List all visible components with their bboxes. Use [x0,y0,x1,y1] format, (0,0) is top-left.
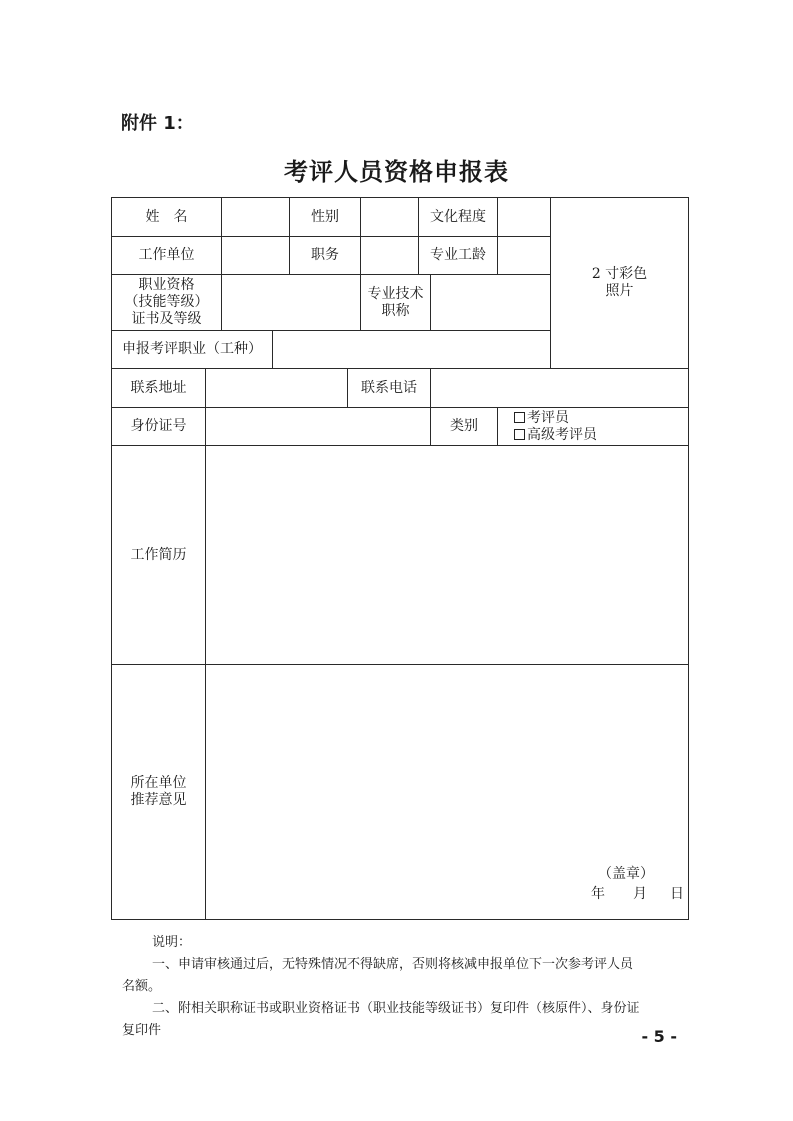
note-item-2: 二、附相关职称证书或职业资格证书（职业技能等级证书）复印件（核原件）、身份证 [152,1001,640,1016]
checkbox-icon[interactable] [514,412,525,423]
notes-section [122,932,640,1042]
tech-title-label: 专业技术 职称 [367,285,424,319]
resume-label: 工作简历 [130,546,187,563]
attachment-label: 附件 1： [121,113,194,134]
seniority-label: 专业工龄 [430,247,486,263]
category-option-senior-examiner[interactable]: 高级考评员 [514,427,597,443]
qualification-field[interactable] [222,275,360,330]
border-bottom [111,919,689,920]
date-month-label: 月 [633,886,647,902]
id-number-field[interactable] [206,408,430,445]
gender-field[interactable] [361,198,418,236]
seniority-field[interactable] [498,237,550,274]
recommendation-label: 所在单位 推荐意见 [130,775,187,808]
note-item-2-cont: 复印件 [122,1023,162,1038]
position-field[interactable] [361,237,418,274]
photo-box[interactable]: 2 寸彩色 照片 [591,266,648,299]
note-item-1-cont: 名额。 [122,979,162,994]
id-number-label: 身份证号 [130,418,187,434]
qualification-label: 职业资格 （技能等级） 证书及等级 [124,277,209,327]
category-option-examiner[interactable]: 考评员 [514,410,569,426]
tech-title-field[interactable] [431,275,550,330]
form-title: 考评人员资格申报表 [284,158,509,186]
note-item-1: 一、申请审核通过后，无特殊情况不得缺席，否则将核减申报单位下一次参考评人员 [152,957,634,972]
gender-label: 性别 [311,208,339,225]
resume-field[interactable] [206,446,688,664]
education-field[interactable] [498,198,550,236]
name-label: 姓 名 [145,208,188,225]
border-right [688,197,689,920]
phone-field[interactable] [431,369,688,407]
notes-heading: 说明： [152,935,192,950]
position-label: 职务 [311,247,339,263]
address-label: 联系地址 [130,379,187,396]
declare-occupation-field[interactable] [273,331,550,368]
category-label: 类别 [450,418,478,434]
seal-label: （盖章） [598,866,654,882]
work-unit-field[interactable] [222,237,289,274]
date-day-label: 日 [670,886,684,902]
checkbox-icon[interactable] [514,429,525,440]
education-label: 文化程度 [430,208,486,225]
work-unit-label: 工作单位 [138,247,195,263]
phone-label: 联系电话 [361,379,417,396]
page-number: - 5 - [641,1027,677,1046]
col-line-l [497,407,498,446]
declare-occupation-label: 申报考评职业（工种） [122,341,262,357]
date-year-label: 年 [591,886,605,902]
address-field[interactable] [206,369,347,407]
name-field[interactable] [222,198,289,236]
